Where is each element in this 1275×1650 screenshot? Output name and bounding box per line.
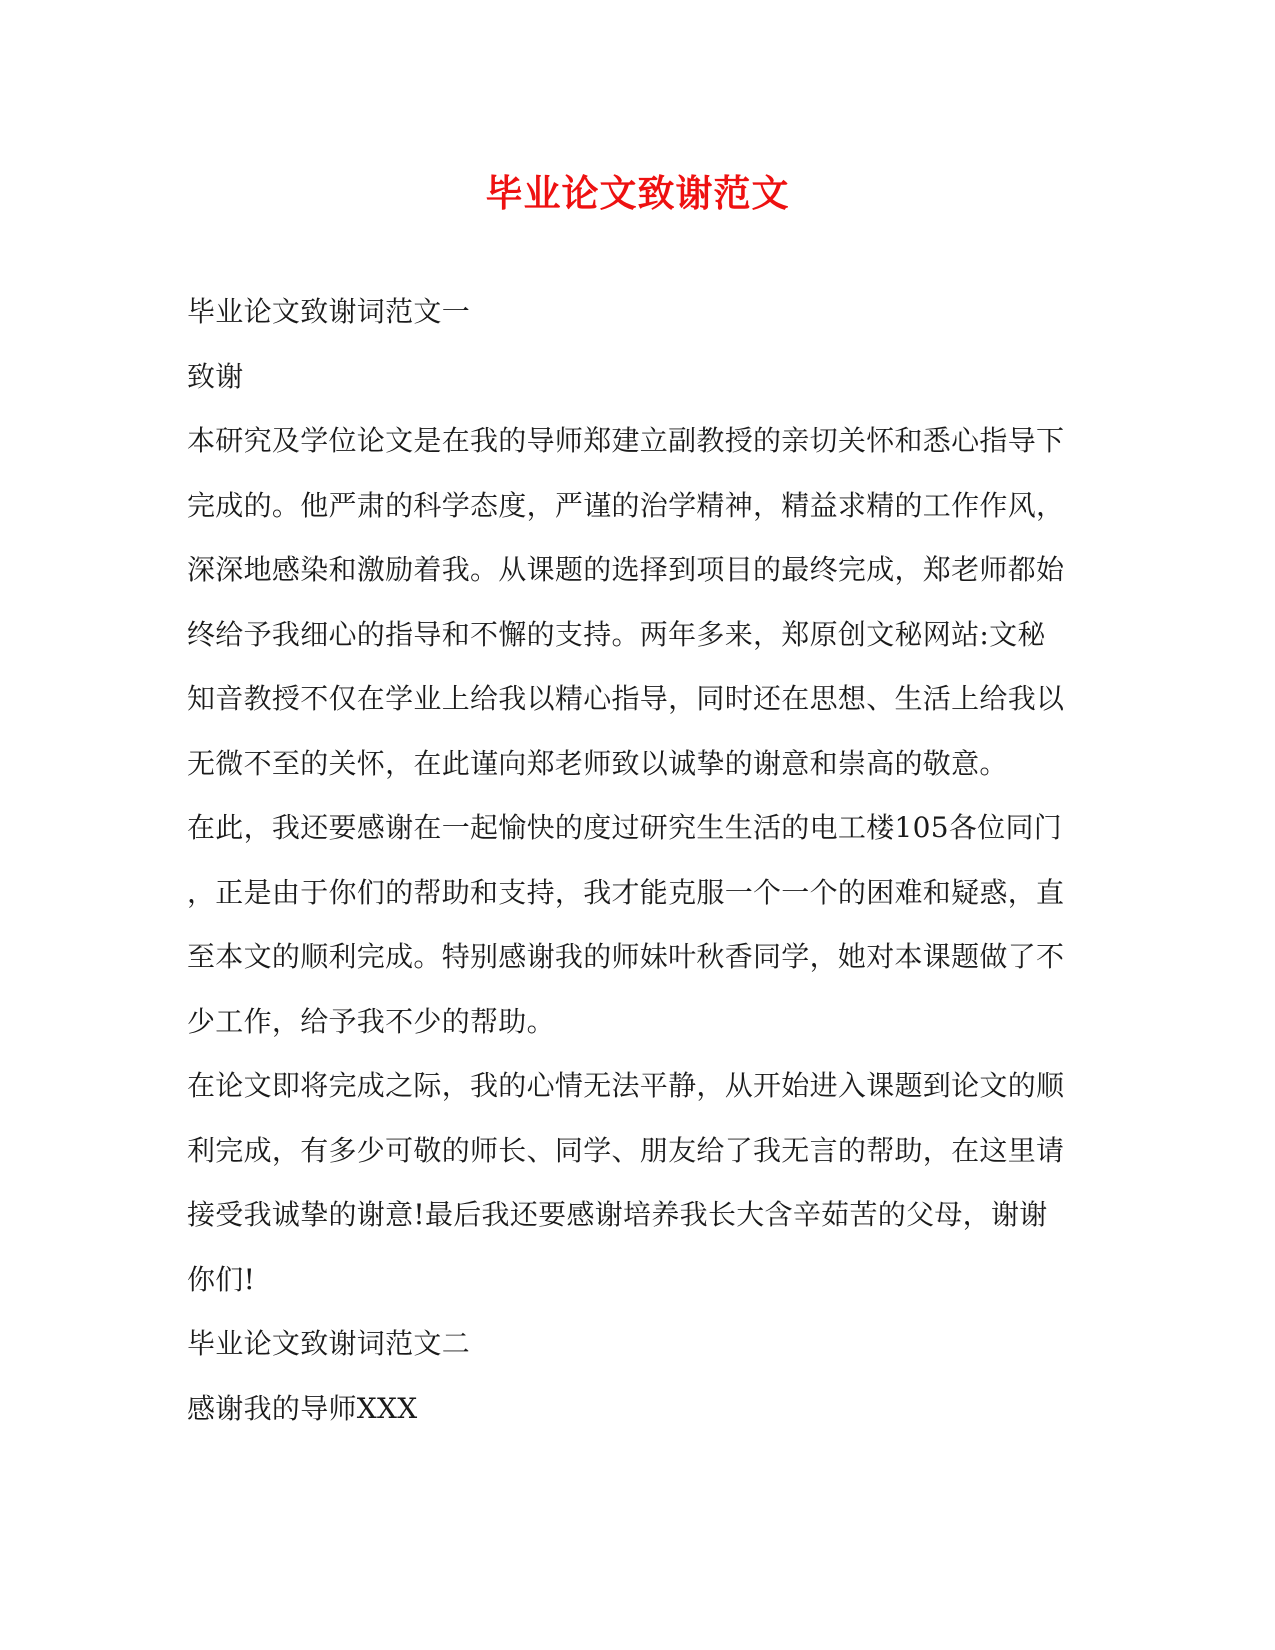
section-heading: 毕业论文致谢词范文一 bbox=[187, 295, 471, 328]
paragraph-line: 完成的。他严肃的科学态度，严谨的治学精神，精益求精的工作作风， bbox=[187, 488, 1065, 522]
document-body bbox=[187, 280, 1087, 1441]
subheading: 致谢 bbox=[187, 359, 244, 393]
paragraph-line: 无微不至的关怀，在此谨向郑老师致以诚挚的谢意和崇高的敬意。 bbox=[187, 746, 1008, 780]
paragraph-line: 在论文即将完成之际，我的心情无法平静，从开始进入课题到论文的顺 bbox=[187, 1069, 1065, 1102]
paragraph-line: 本研究及学位论文是在我的导师郑建立副教授的亲切关怀和悉心指导下 bbox=[187, 424, 1065, 457]
paragraph-line: 少工作，给予我不少的帮助。 bbox=[187, 1004, 555, 1038]
paragraph-line: 知音教授不仅在学业上给我以精心指导，同时还在思想、生活上给我以 bbox=[187, 682, 1065, 715]
paragraph-line: 你们! bbox=[187, 1262, 256, 1296]
document-title: 毕业论文致谢范文 bbox=[485, 171, 790, 215]
paragraph-line: 深深地感染和激励着我。从课题的选择到项目的最终完成，郑老师都始 bbox=[187, 553, 1065, 586]
paragraph-line: 感谢我的导师XXX bbox=[187, 1391, 418, 1425]
paragraph-line: 终给予我细心的指导和不懈的支持。两年多来，郑原创文秘网站:文秘 bbox=[187, 617, 1046, 651]
paragraph-line: 在此，我还要感谢在一起愉快的度过研究生生活的电工楼105各位同门 bbox=[187, 811, 1063, 844]
paragraph-line: ，正是由于你们的帮助和支持，我才能克服一个一个的困难和疑惑，直 bbox=[187, 875, 1065, 909]
section-heading: 毕业论文致谢词范文二 bbox=[187, 1327, 471, 1360]
paragraph-line: 利完成，有多少可敬的师长、同学、朋友给了我无言的帮助，在这里请 bbox=[187, 1133, 1065, 1167]
paragraph-line: 接受我诚挚的谢意!最后我还要感谢培养我长大含辛茹苦的父母，谢谢 bbox=[187, 1198, 1048, 1231]
paragraph-line: 至本文的顺利完成。特别感谢我的师妹叶秋香同学，她对本课题做了不 bbox=[187, 940, 1065, 973]
